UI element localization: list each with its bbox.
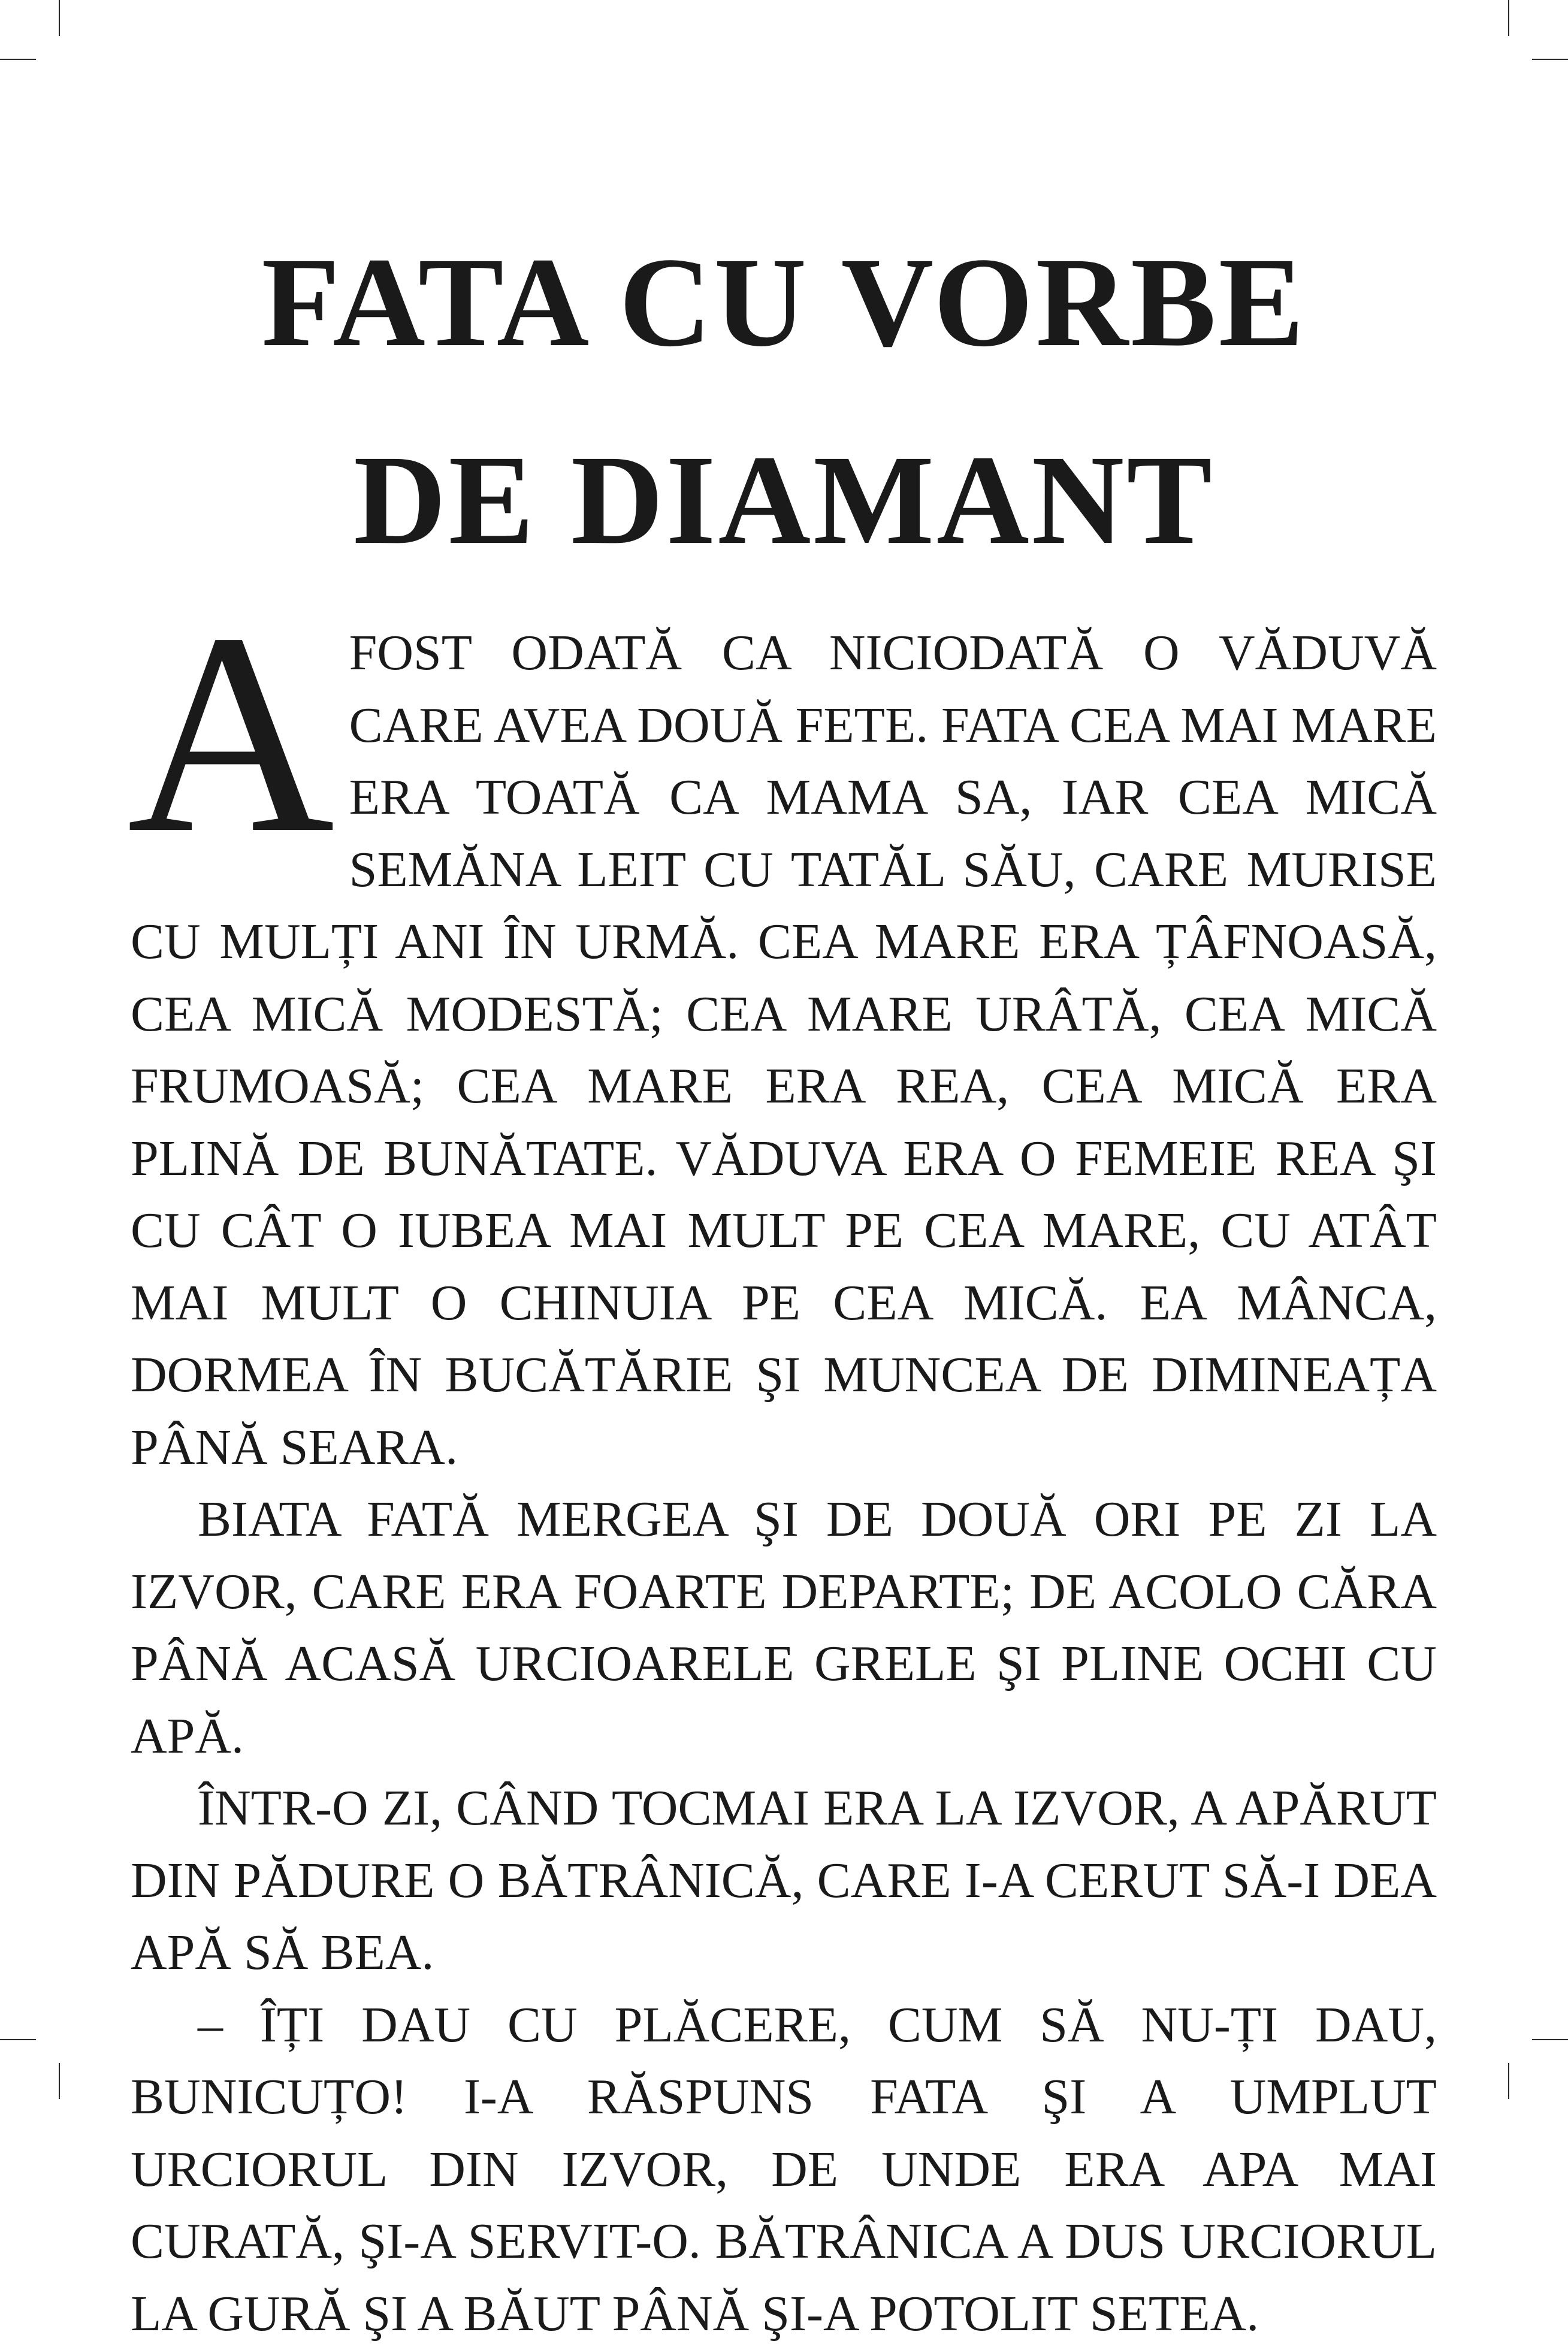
crop-mark-bottom-right-h (1532, 2039, 1568, 2040)
paragraph-4: – ÎȚI DAU CU PLĂCERE, CUM SĂ NU-ȚI DAU, BUNICUȚO! I-A RĂSPUNS FATA ŞI A UMPLUT URCIORUL DIN IZVOR, DE UNDE ERA APA MAI CURATĂ, ŞI-A SERVIT-O. BĂTRÂNICA A DUS URCIORUL LA GURĂ ŞI A BĂUT PÂNĂ ŞI-A POTOLIT SETEA. (131, 1989, 1437, 2350)
paragraph-2: BIATA FATĂ MERGEA ŞI DE DOUĂ ORI PE ZI LA IZVOR, CARE ERA FOARTE DEPARTE; DE ACOLO CĂRA PÂNĂ ACASĂ URCIOARELE GRELE ŞI PLINE OCHI CU APĂ. (131, 1484, 1437, 1772)
paragraph-1 (131, 617, 1437, 1484)
page-title (0, 204, 1568, 599)
title-line-2: DE DIAMANT (0, 401, 1568, 599)
paragraph-1-text: FOST ODATĂ CA NICIODATĂ O VĂDUVĂ CARE AVEA DOUĂ FETE. FATA CEA MAI MARE ERA TOATĂ CA MAMA SA, IAR CEA MICĂ SEMĂNA LEIT CU TATĂL SĂU, CARE MURISE CU MULȚI ANI ÎN URMĂ. CEA MARE ERA ȚÂFNOASĂ, CEA MICĂ MODESTĂ; CEA MARE URÂTĂ, CEA MICĂ FRUMOASĂ; CEA MARE ERA REA, CEA MICĂ ERA PLINĂ DE BUNĂTATE. VĂDUVA ERA O FEMEIE REA ŞI CU CÂT O IUBEA MAI MULT PE CEA MARE, CU ATÂT MAI MULT O CHINUIA PE CEA MICĂ. EA MÂNCA, DORMEA ÎN BUCĂTĂRIE ŞI MUNCEA DE DIMINEAȚA PÂNĂ SEARA. (131, 625, 1437, 1475)
crop-mark-top-left-v (59, 0, 60, 36)
drop-cap: A (127, 634, 335, 838)
crop-mark-bottom-left-v (59, 2063, 60, 2099)
title-line-1: FATA CU VORBE (0, 204, 1568, 401)
crop-mark-top-right-v (1508, 0, 1509, 36)
crop-mark-top-right-h (1532, 59, 1568, 60)
crop-mark-bottom-right-v (1508, 2063, 1509, 2099)
crop-mark-top-left-h (0, 59, 36, 60)
story-text (131, 617, 1437, 2350)
paragraph-3: ÎNTR-O ZI, CÂND TOCMAI ERA LA IZVOR, A APĂRUT DIN PĂDURE O BĂTRÂNICĂ, CARE I-A CERUT SĂ-I DEA APĂ SĂ BEA. (131, 1772, 1437, 1989)
crop-mark-bottom-left-h (0, 2039, 36, 2040)
